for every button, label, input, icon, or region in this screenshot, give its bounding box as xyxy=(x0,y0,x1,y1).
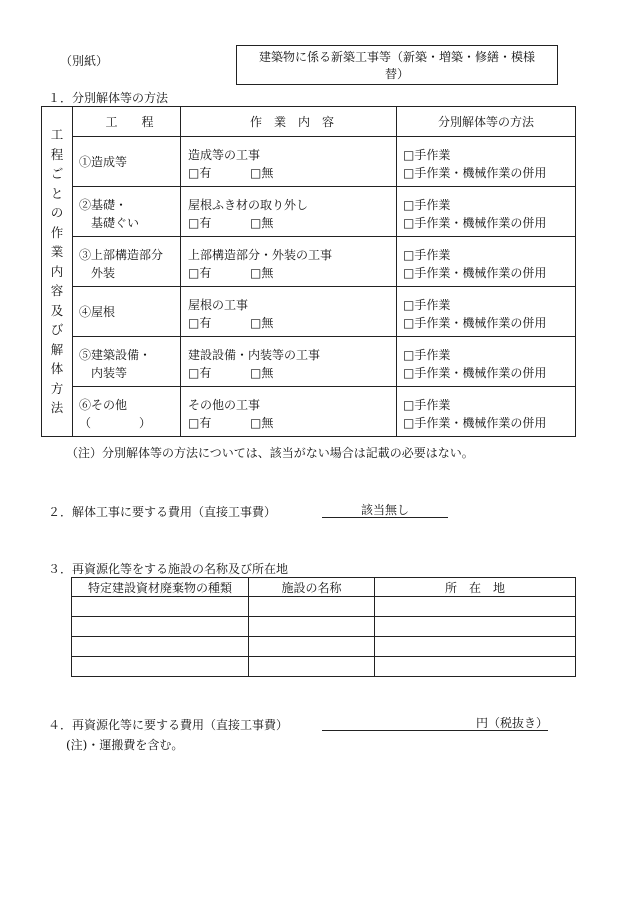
column-header-method: 分別解体等の方法 xyxy=(397,107,576,137)
side-label-char: 及 xyxy=(50,302,64,318)
column-header-facility-name: 施設の名称 xyxy=(249,578,375,597)
waste-type-cell[interactable] xyxy=(72,637,249,657)
work-description: 屋根の工事 xyxy=(188,298,249,312)
option-no-checkbox[interactable]: □無 xyxy=(250,366,274,380)
method-cell xyxy=(397,237,576,287)
section1-note: （注）分別解体等の方法については、該当がない場合は記載の必要はない。 xyxy=(66,446,474,460)
work-cell xyxy=(181,337,397,387)
combined-work-checkbox[interactable]: □手作業・機械作業の併用 xyxy=(403,266,547,280)
table-row xyxy=(42,137,576,187)
side-label-char: 方 xyxy=(50,380,64,396)
work-cell xyxy=(181,387,397,437)
side-label-char: 程 xyxy=(50,146,64,162)
method-cell xyxy=(397,137,576,187)
work-description: 上部構造部分・外装の工事 xyxy=(188,248,333,262)
table-row xyxy=(72,637,576,657)
table-header-row xyxy=(72,578,576,597)
combined-work-checkbox[interactable]: □手作業・機械作業の併用 xyxy=(403,366,547,380)
method-cell xyxy=(397,187,576,237)
process-cell xyxy=(73,287,181,337)
side-label-char: び xyxy=(50,322,64,338)
manual-work-checkbox[interactable]: □手作業 xyxy=(403,198,451,212)
side-label-char: 内 xyxy=(50,263,64,279)
manual-work-checkbox[interactable]: □手作業 xyxy=(403,148,451,162)
method-cell xyxy=(397,287,576,337)
section2-heading: ２．解体工事に要する費用（直接工事費） xyxy=(48,505,277,519)
manual-work-checkbox[interactable]: □手作業 xyxy=(403,248,451,262)
address-cell[interactable] xyxy=(375,657,576,677)
work-description: 建設設備・内装等の工事 xyxy=(188,348,321,362)
option-yes-checkbox[interactable]: □有 xyxy=(188,316,212,330)
column-header-waste-type: 特定建設資材廃棄物の種類 xyxy=(72,578,249,597)
address-cell[interactable] xyxy=(375,637,576,657)
separation-method-table xyxy=(41,106,576,437)
side-label-char: 作 xyxy=(50,224,64,240)
side-label-char: 業 xyxy=(50,244,64,260)
waste-type-cell[interactable] xyxy=(72,617,249,637)
manual-work-checkbox[interactable]: □手作業 xyxy=(403,398,451,412)
process-cell xyxy=(73,387,181,437)
section1-heading: １．分別解体等の方法 xyxy=(48,91,169,105)
manual-work-checkbox[interactable]: □手作業 xyxy=(403,298,451,312)
side-label-char: と xyxy=(50,185,64,201)
table-row xyxy=(72,617,576,637)
yen-unit-label: 円（税抜き） xyxy=(475,716,548,730)
process-cell xyxy=(73,237,181,287)
side-label-char: の xyxy=(50,205,64,221)
process-name: ①造成等 xyxy=(79,155,128,169)
combined-work-checkbox[interactable]: □手作業・機械作業の併用 xyxy=(403,416,547,430)
document-title-line1: 建築物に係る新築工事等（新築・増築・修繕・模様 xyxy=(258,50,535,64)
side-label-cell xyxy=(42,107,73,437)
side-label-char: 法 xyxy=(50,400,64,416)
address-cell[interactable] xyxy=(375,597,576,617)
work-cell xyxy=(181,187,397,237)
process-name-cont: 外装 xyxy=(79,266,116,280)
process-name-cont: 内装等 xyxy=(79,366,128,380)
side-label-char: 容 xyxy=(50,283,64,299)
option-no-checkbox[interactable]: □無 xyxy=(250,216,274,230)
process-name: ②基礎・ xyxy=(79,198,128,212)
table-row xyxy=(72,597,576,617)
section4-note: (注)・運搬費を含む。 xyxy=(66,738,184,752)
side-label-char: 解 xyxy=(50,341,64,357)
side-label-char: 工 xyxy=(50,127,64,143)
facility-name-cell[interactable] xyxy=(249,657,375,677)
waste-type-cell[interactable] xyxy=(72,597,249,617)
table-row xyxy=(72,657,576,677)
document-title-box xyxy=(236,45,558,85)
option-no-checkbox[interactable]: □無 xyxy=(250,266,274,280)
method-cell xyxy=(397,387,576,437)
table-row xyxy=(42,237,576,287)
option-no-checkbox[interactable]: □無 xyxy=(250,416,274,430)
work-cell xyxy=(181,287,397,337)
work-description: 屋根ふき材の取り外し xyxy=(188,198,309,212)
combined-work-checkbox[interactable]: □手作業・機械作業の併用 xyxy=(403,166,547,180)
process-name: ③上部構造部分 xyxy=(79,248,164,262)
table-row xyxy=(42,387,576,437)
option-no-checkbox[interactable]: □無 xyxy=(250,316,274,330)
table-row xyxy=(42,187,576,237)
address-cell[interactable] xyxy=(375,617,576,637)
appendix-label: （別紙） xyxy=(60,54,109,68)
section3-heading: ３．再資源化等をする施設の名称及び所在地 xyxy=(48,562,289,576)
process-cell xyxy=(73,187,181,237)
option-yes-checkbox[interactable]: □有 xyxy=(188,166,212,180)
waste-type-cell[interactable] xyxy=(72,657,249,677)
recycling-facility-table xyxy=(71,577,576,677)
process-cell xyxy=(73,337,181,387)
document-title-line2: 替） xyxy=(384,67,409,81)
work-cell xyxy=(181,237,397,287)
section4-heading: ４．再資源化等に要する費用（直接工事費） xyxy=(48,718,289,732)
process-name: ⑥その他 xyxy=(79,398,128,412)
column-header-work: 作 業 内 容 xyxy=(181,107,397,137)
recycling-cost-field[interactable] xyxy=(322,716,548,731)
facility-name-cell[interactable] xyxy=(249,597,375,617)
process-name-cont: 基礎ぐい xyxy=(79,216,140,230)
column-header-address: 所 在 地 xyxy=(375,578,576,597)
option-yes-checkbox[interactable]: □有 xyxy=(188,416,212,430)
option-yes-checkbox[interactable]: □有 xyxy=(188,366,212,380)
process-name: ④屋根 xyxy=(79,305,116,319)
side-label-char: ご xyxy=(50,166,64,182)
side-label-char: 体 xyxy=(50,361,64,377)
option-yes-checkbox[interactable]: □有 xyxy=(188,266,212,280)
process-cell xyxy=(73,137,181,187)
combined-work-checkbox[interactable]: □手作業・機械作業の併用 xyxy=(403,316,547,330)
other-process-input[interactable]: （ ） xyxy=(79,416,152,430)
column-header-process: 工 程 xyxy=(73,107,181,137)
option-no-checkbox[interactable]: □無 xyxy=(250,166,274,180)
table-row xyxy=(42,287,576,337)
table-header-row xyxy=(42,107,576,137)
table-row xyxy=(42,337,576,387)
method-cell xyxy=(397,337,576,387)
combined-work-checkbox[interactable]: □手作業・機械作業の併用 xyxy=(403,216,547,230)
work-description: その他の工事 xyxy=(188,398,261,412)
facility-name-cell[interactable] xyxy=(249,637,375,657)
facility-name-cell[interactable] xyxy=(249,617,375,637)
work-cell xyxy=(181,137,397,187)
demolition-cost-field[interactable]: 該当無し xyxy=(322,503,448,518)
manual-work-checkbox[interactable]: □手作業 xyxy=(403,348,451,362)
process-name: ⑤建築設備・ xyxy=(79,348,152,362)
work-description: 造成等の工事 xyxy=(188,148,261,162)
option-yes-checkbox[interactable]: □有 xyxy=(188,216,212,230)
